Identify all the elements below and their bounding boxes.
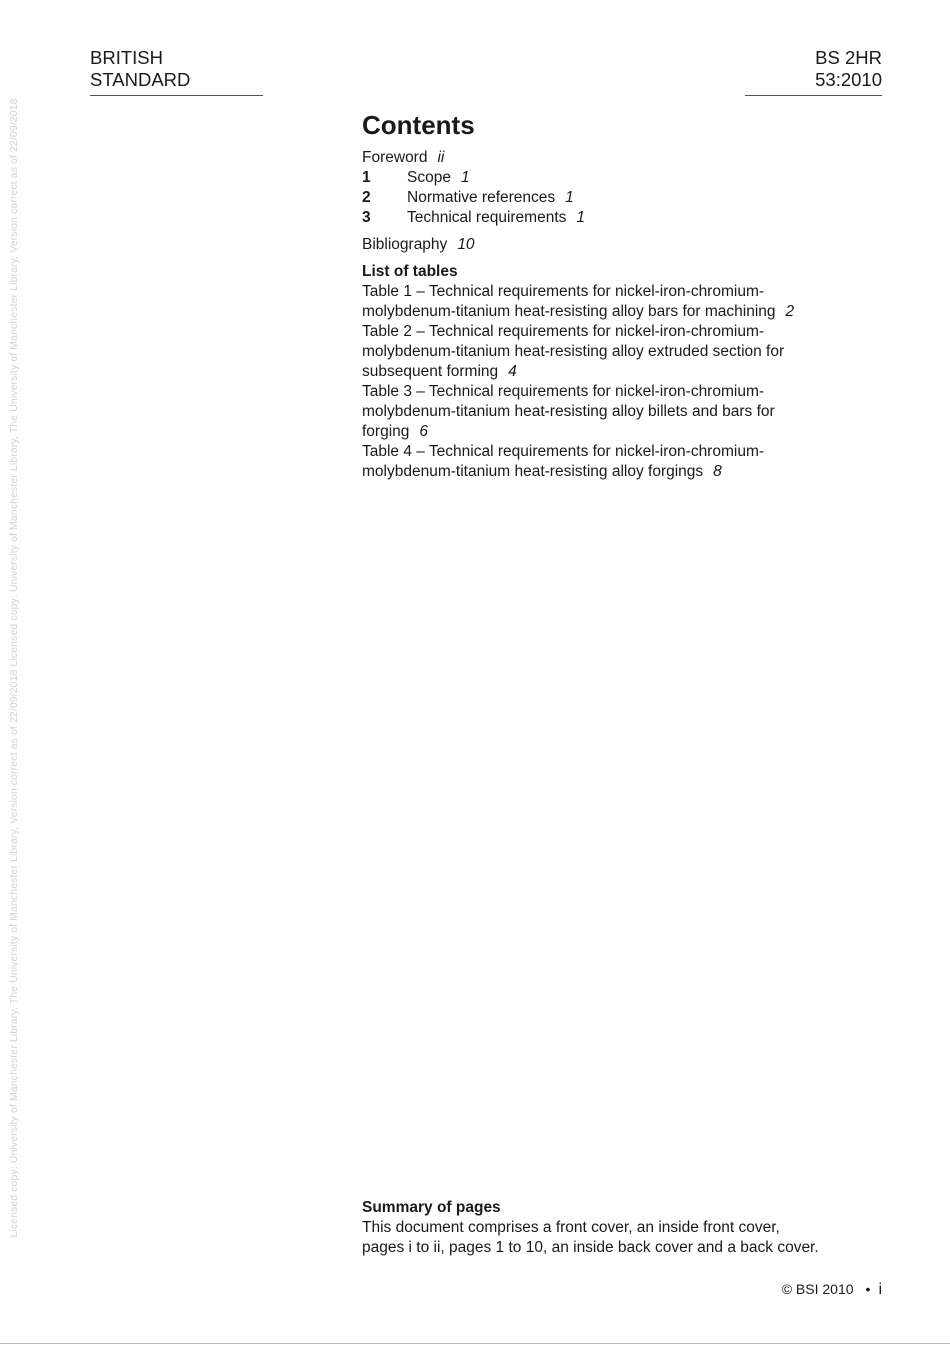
table-entry-page: 4	[508, 363, 517, 380]
summary-line: This document comprises a front cover, an inside front cover,	[362, 1219, 780, 1236]
table-entry-line: molybdenum-titanium heat-resisting alloy bars for machining	[362, 303, 776, 320]
toc-entry-scope[interactable]	[362, 168, 862, 188]
toc-entry-page: 10	[457, 236, 475, 253]
copyright-notice: © BSI 2010	[781, 1281, 854, 1297]
toc-entry-page: 1	[565, 189, 574, 206]
page-footer	[782, 1279, 882, 1300]
footer-separator: •	[865, 1281, 871, 1297]
table-entry-2[interactable]	[362, 322, 862, 382]
toc-entry-label: Scope	[407, 169, 451, 186]
table-entry-4[interactable]	[362, 442, 862, 482]
toc-entry-label: Foreword	[362, 149, 428, 166]
page-number: i	[878, 1281, 882, 1298]
table-entry-line: Table 2 – Technical requirements for nickel-iron-chromium-	[362, 323, 765, 340]
table-entry-page: 2	[785, 303, 795, 320]
table-entry-line: subsequent forming	[362, 363, 499, 380]
summary-of-pages	[362, 1198, 862, 1258]
table-entry-line: molybdenum-titanium heat-resisting alloy extruded section for	[362, 343, 785, 360]
toc-entry-foreword[interactable]	[362, 148, 862, 168]
contents-title: Contents	[362, 110, 475, 140]
list-of-tables-heading: List of tables	[362, 263, 458, 280]
toc-entry-page: ii	[437, 149, 445, 166]
table-entry-line: Table 1 – Technical requirements for nickel-iron-chromium-	[362, 283, 765, 300]
toc-entry-label: Normative references	[407, 189, 556, 206]
page-bottom-edge	[0, 1343, 950, 1344]
table-entry-line: molybdenum-titanium heat-resisting alloy billets and bars for	[362, 403, 775, 420]
toc-entry-technical-requirements[interactable]	[362, 208, 862, 228]
toc-entry-page: 1	[460, 169, 470, 186]
summary-line: pages i to ii, pages 1 to 10, an inside back cover and a back cover.	[362, 1239, 819, 1256]
toc-entry-label: Technical requirements	[407, 209, 567, 226]
header-document-number: BS 2HR 53:2010	[745, 47, 882, 96]
table-entry-line: molybdenum-titanium heat-resisting alloy forgings	[362, 463, 704, 480]
table-entry-line: Table 4 – Technical requirements for nickel-iron-chromium-	[362, 443, 765, 460]
toc-entry-page: 1	[576, 209, 586, 226]
toc-entry-number: 2	[362, 189, 371, 206]
contents-section	[362, 110, 862, 482]
toc-entry-number: 3	[362, 209, 371, 226]
header-standard-label: BRITISH STANDARD	[90, 47, 263, 96]
toc-entry-number: 1	[362, 169, 371, 186]
table-entry-1[interactable]	[362, 282, 862, 322]
table-entry-page: 6	[419, 423, 429, 440]
table-entry-3[interactable]	[362, 382, 862, 442]
table-entry-line: forging	[362, 423, 410, 440]
watermark-text: Licensed copy: University of Manchester Library, The University of Manchester Library, Version correct as of 22/09/2018 Licensed copy: University of Manchester Library, The University of Manchester Library, Version correct as of 22/09/2018	[8, 97, 20, 1238]
toc-entry-bibliography[interactable]	[362, 235, 862, 255]
toc-entry-normative-references[interactable]	[362, 188, 862, 208]
side-watermark	[2, 0, 26, 1335]
toc-entry-label: Bibliography	[362, 236, 448, 253]
table-entry-line: Table 3 – Technical requirements for nickel-iron-chromium-	[362, 383, 765, 400]
table-entry-page: 8	[713, 463, 722, 480]
summary-heading: Summary of pages	[362, 1199, 501, 1216]
